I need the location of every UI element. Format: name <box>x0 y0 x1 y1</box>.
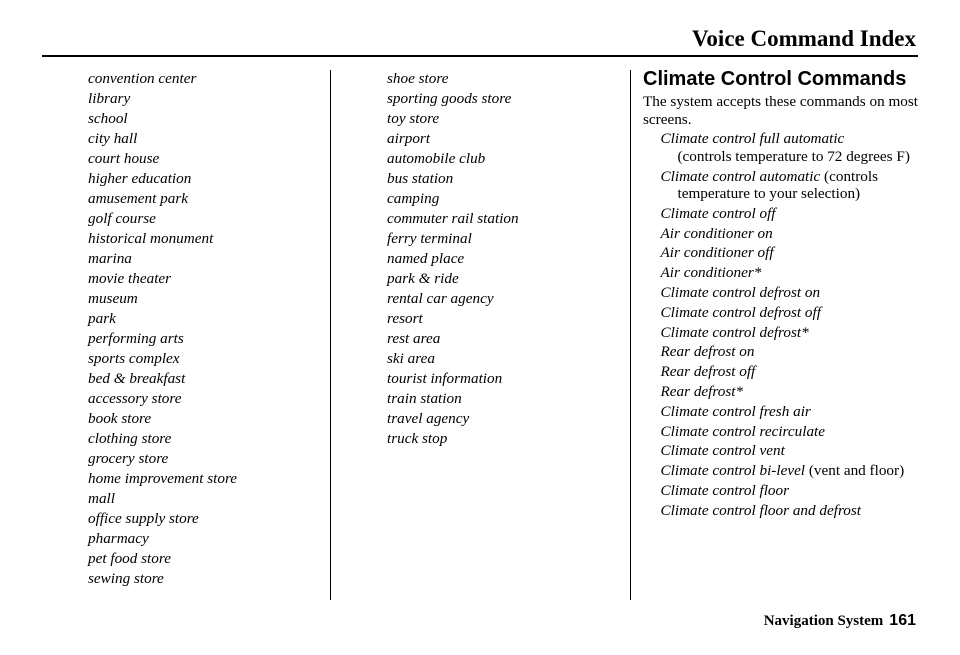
term-item: ski area <box>387 350 435 367</box>
term-item: city hall <box>88 130 138 147</box>
term-item: airport <box>387 130 431 147</box>
command-item <box>661 264 926 282</box>
command-text: Climate control floor and defrost <box>660 501 862 519</box>
term-item: named place <box>387 250 465 267</box>
term-item: park & ride <box>387 270 459 287</box>
term-item: sporting goods store <box>387 90 512 107</box>
command-item <box>661 244 926 262</box>
command-text: Climate control defrost* <box>660 323 809 341</box>
term-item: court house <box>88 150 160 167</box>
command-text: Climate control recirculate <box>660 422 825 440</box>
command-item <box>661 403 926 421</box>
command-text: Air conditioner off <box>660 244 774 262</box>
header-divider <box>42 55 918 57</box>
command-item <box>661 205 926 223</box>
command-item <box>661 304 926 322</box>
command-text: Air conditioner* <box>660 264 762 282</box>
term-item: sewing store <box>88 570 164 587</box>
term-item: tourist information <box>387 370 503 387</box>
command-item <box>661 130 926 165</box>
section-intro: The system accepts these commands on most screens. <box>643 93 918 128</box>
term-item: higher education <box>88 170 192 187</box>
term-item: performing arts <box>88 330 184 347</box>
term-item: sports complex <box>88 350 180 367</box>
term-item: shoe store <box>387 70 449 87</box>
term-item: bed & breakfast <box>88 370 186 387</box>
term-item: amusement park <box>88 190 188 207</box>
command-text: Rear defrost on <box>660 343 755 361</box>
command-text: Rear defrost* <box>660 383 744 401</box>
term-column-2 <box>387 69 519 449</box>
term-item: library <box>88 90 131 107</box>
term-item: pharmacy <box>88 530 149 547</box>
column-divider-2 <box>630 70 631 600</box>
term-item: rest area <box>387 330 441 347</box>
term-item: truck stop <box>387 430 448 447</box>
climate-control-section <box>643 66 925 519</box>
term-item: office supply store <box>88 510 199 527</box>
command-text: Climate control vent <box>660 442 785 460</box>
footer-label: Navigation System <box>763 613 884 629</box>
section-title: Climate Control Commands <box>643 68 907 90</box>
term-column-1 <box>88 69 237 589</box>
term-item: clothing store <box>88 430 172 447</box>
term-item: home improvement store <box>88 470 238 487</box>
command-item <box>661 225 926 243</box>
page-number: 161 <box>889 612 916 629</box>
term-item: museum <box>88 290 138 307</box>
term-item: mall <box>88 490 116 507</box>
term-item: convention center <box>88 70 197 87</box>
term-item: travel agency <box>387 410 470 427</box>
term-item: commuter rail station <box>387 210 519 227</box>
command-text: Climate control defrost on <box>660 284 821 302</box>
command-note: (vent and floor) <box>808 462 905 480</box>
command-text: Climate control defrost off <box>660 303 821 321</box>
term-item: golf course <box>88 210 156 227</box>
term-item: camping <box>387 190 440 207</box>
term-item: book store <box>88 410 152 427</box>
command-text: Climate control fresh air <box>660 402 811 420</box>
term-item: marina <box>88 250 132 267</box>
term-item: rental car agency <box>387 290 494 307</box>
page-footer <box>764 612 916 630</box>
column-divider-1 <box>330 70 331 600</box>
term-item: bus station <box>387 170 454 187</box>
command-list <box>643 130 925 519</box>
command-item <box>661 363 926 381</box>
term-item: automobile club <box>387 150 486 167</box>
command-item <box>661 383 926 401</box>
command-item <box>661 324 926 342</box>
term-item: grocery store <box>88 450 169 467</box>
command-item <box>661 284 926 302</box>
command-item <box>661 462 926 480</box>
command-item <box>661 343 926 361</box>
command-note: (controls temperature to 72 degrees F) <box>677 147 910 165</box>
term-item: movie theater <box>88 270 172 287</box>
command-text: Climate control bi-level <box>660 462 806 480</box>
term-item: toy store <box>387 110 440 127</box>
command-text: Air conditioner on <box>660 224 773 242</box>
command-note: (controls temperature to your selection) <box>677 167 879 203</box>
command-text: Climate control full automatic <box>660 130 845 148</box>
term-item: school <box>88 110 128 127</box>
command-item <box>661 502 926 520</box>
command-text: Climate control off <box>660 204 776 222</box>
term-item: train station <box>387 390 462 407</box>
command-item <box>661 423 926 441</box>
term-item: accessory store <box>88 390 182 407</box>
command-text: Climate control automatic <box>660 167 821 185</box>
command-text: Rear defrost off <box>660 363 756 381</box>
command-item <box>661 168 926 203</box>
term-item: pet food store <box>88 550 171 567</box>
command-item <box>661 482 926 500</box>
command-text: Climate control floor <box>660 482 790 500</box>
command-item <box>661 442 926 460</box>
page-title: Voice Command Index <box>691 26 916 51</box>
term-item: resort <box>387 310 423 327</box>
term-item: park <box>88 310 116 327</box>
term-item: ferry terminal <box>387 230 472 247</box>
term-item: historical monument <box>88 230 214 247</box>
